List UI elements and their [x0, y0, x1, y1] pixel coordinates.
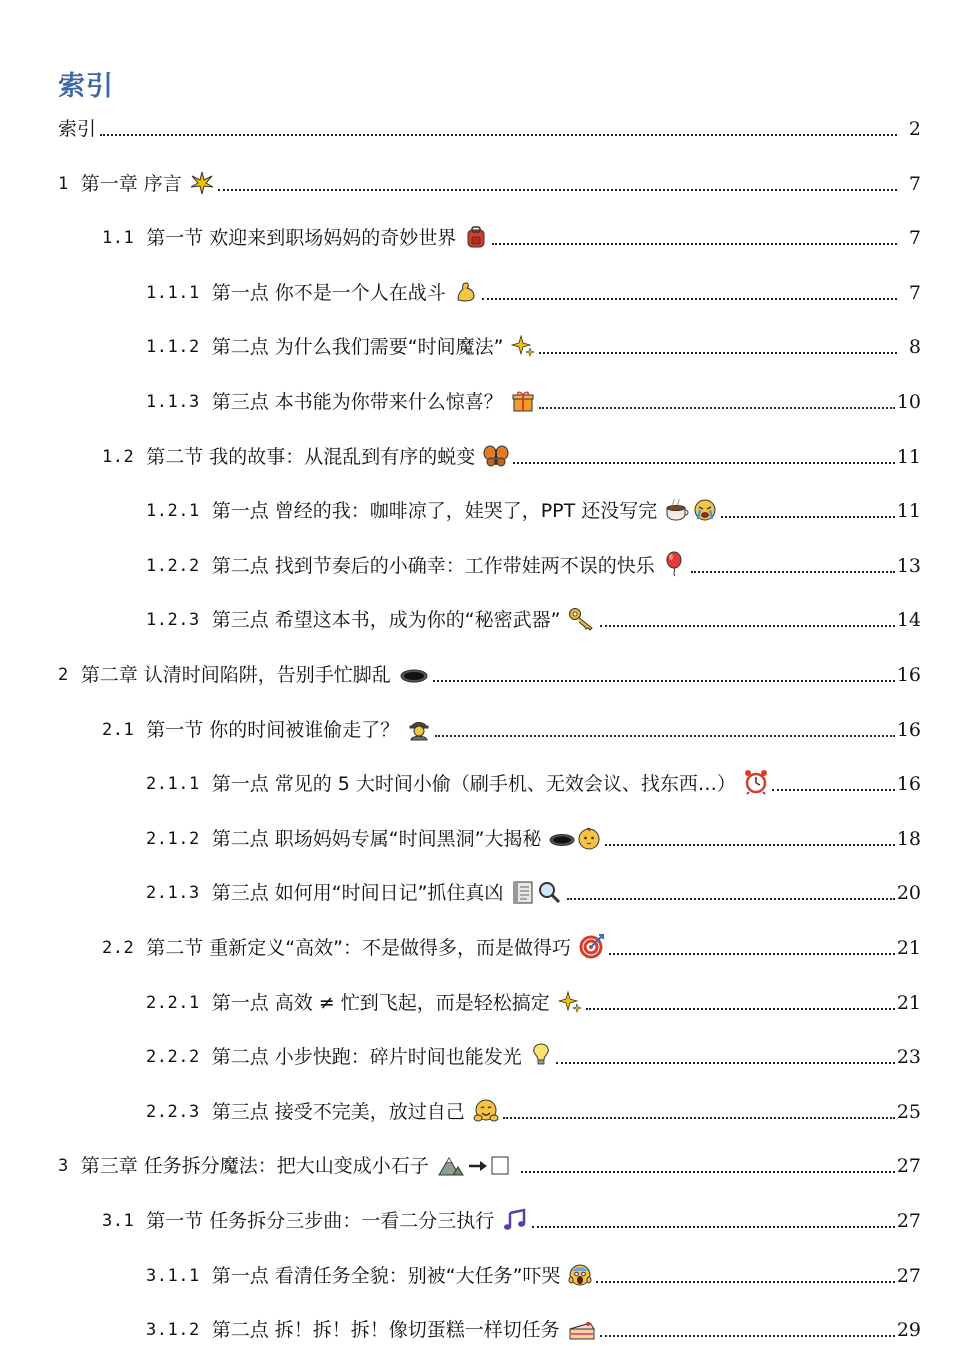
- toc-entry-title: 第一节 你的时间被谁偷走了？: [146, 718, 400, 741]
- hugging-face-icon: [473, 1099, 499, 1123]
- toc-entry-title: 第三点 如何用“时间日记”抓住真凶: [211, 882, 504, 905]
- toc-entry[interactable]: [102, 1202, 921, 1232]
- dot-leader: [567, 897, 894, 900]
- sparkles-icon: [511, 334, 535, 358]
- music-notes-icon: [502, 1208, 528, 1232]
- toc-page-number: 27: [896, 1210, 921, 1232]
- toc-entry[interactable]: [58, 656, 921, 686]
- toc-entry-number: 1.1: [102, 228, 135, 249]
- alarm-clock-icon: [744, 771, 768, 795]
- toc-entry[interactable]: [146, 383, 921, 413]
- toc-entry[interactable]: [146, 820, 921, 850]
- toc-entry[interactable]: [146, 328, 921, 358]
- dot-leader: [100, 133, 897, 136]
- dot-leader: [521, 1170, 895, 1173]
- toc-entry[interactable]: [58, 165, 921, 195]
- toc-entry-number: 2.1.3: [146, 883, 200, 904]
- sparkles-icon: [558, 990, 582, 1014]
- toc-page-number: 18: [896, 827, 921, 850]
- toc-page-number: 27: [896, 1264, 921, 1287]
- toc-page-number: 16: [896, 718, 921, 741]
- dot-leader: [482, 297, 897, 300]
- dot-leader: [539, 351, 897, 354]
- dot-leader: [433, 679, 895, 682]
- dot-leader: [218, 188, 897, 191]
- toc-entry-number: 3.1.1: [146, 1265, 200, 1286]
- toc-entry[interactable]: [102, 219, 921, 249]
- dot-leader: [492, 242, 897, 245]
- toc-entry-title: 第三章 任务拆分魔法：把大山变成小石子: [80, 1155, 429, 1178]
- toc-entry-title: 第三点 本书能为你带来什么惊喜？: [211, 391, 503, 413]
- toc-entry-number: 1.2: [102, 446, 135, 467]
- screaming-face-icon: [568, 1263, 592, 1287]
- toc-page-number: 7: [908, 227, 921, 250]
- toc-entry-title: 第三点 接受不完美，放过自己: [211, 1100, 465, 1123]
- coffee-crying-icon: [665, 498, 717, 522]
- toc-page-number: 21: [896, 991, 921, 1014]
- toc-page-number: 21: [896, 937, 921, 959]
- backpack-icon: [464, 225, 488, 249]
- target-icon: [579, 935, 605, 959]
- toc-entry-title: 第一节 欢迎来到职场妈妈的奇妙世界: [146, 227, 457, 250]
- toc-entry-title: 第二点 为什么我们需要“时间魔法”: [211, 336, 504, 359]
- dot-leader: [600, 624, 894, 627]
- toc-entry[interactable]: [58, 110, 921, 140]
- detective-icon: [407, 717, 431, 741]
- dot-leader: [609, 952, 895, 955]
- toc-entry[interactable]: [146, 547, 921, 577]
- mountain-arrow-icon: [437, 1153, 517, 1177]
- toc-entry-title: 第三点 希望这本书，成为你的“秘密武器”: [211, 609, 561, 632]
- key-icon: [568, 607, 596, 631]
- toc-entry[interactable]: [102, 711, 921, 741]
- dot-leader: [605, 843, 894, 846]
- hole-icon: [399, 662, 429, 686]
- toc-entry-number: 2.2.2: [146, 1047, 200, 1068]
- dot-leader: [539, 406, 895, 409]
- toc-entry[interactable]: [146, 874, 921, 904]
- toc-entry-title: 第一点 高效 ≠ 忙到飞起，而是轻松搞定: [211, 991, 550, 1014]
- toc-entry-title: 第二点 拆！拆！拆！像切蛋糕一样切任务: [211, 1319, 560, 1342]
- notebook-magnifier-icon: [511, 880, 563, 904]
- cake-icon: [568, 1317, 596, 1341]
- toc-entry[interactable]: [146, 765, 921, 795]
- toc-entry-title: 第二点 职场妈妈专属“时间黑洞”大揭秘: [211, 827, 542, 850]
- dot-leader: [513, 461, 895, 464]
- toc-entry-title: 第二节 我的故事：从混乱到有序的蜕变: [146, 445, 476, 468]
- toc-entry-title: 索引: [58, 118, 97, 140]
- butterfly-icon: [483, 444, 509, 468]
- dot-leader: [600, 1334, 895, 1337]
- toc-entry[interactable]: [146, 984, 921, 1014]
- toc-entry-number: 2.1.1: [146, 774, 200, 795]
- toc-entry-title: 第二节 重新定义“高效”：不是做得多，而是做得巧: [146, 937, 571, 959]
- toc-entry[interactable]: [102, 438, 921, 468]
- toc-entry-number: 2.2.3: [146, 1101, 200, 1122]
- toc-entry-number: 1.1.1: [146, 282, 200, 303]
- dot-leader: [691, 570, 895, 573]
- toc-entry[interactable]: [146, 492, 921, 522]
- dot-leader: [556, 1061, 895, 1064]
- flexed-biceps-icon: [454, 280, 478, 304]
- toc-page-number: 11: [896, 445, 921, 468]
- toc-entry[interactable]: [146, 1038, 921, 1068]
- toc-page-number: 20: [896, 882, 921, 905]
- toc-entry[interactable]: [102, 929, 921, 959]
- toc-entry-title: 第一点 常见的 5 大时间小偷（刷手机、无效会议、找东西…）: [211, 773, 736, 796]
- dot-leader: [772, 788, 895, 791]
- toc-entry-title: 第二点 小步快跑：碎片时间也能发光: [211, 1046, 522, 1069]
- toc-page-number: 2: [908, 118, 921, 140]
- dot-leader: [435, 734, 895, 737]
- toc-page-number: 14: [896, 609, 921, 632]
- toc-page-number: 23: [896, 1046, 921, 1069]
- toc-entry-title: 第一点 你不是一个人在战斗: [211, 281, 446, 304]
- index-heading: 索引: [58, 71, 114, 102]
- toc-entry[interactable]: [146, 1257, 921, 1287]
- toc-entry[interactable]: [146, 1311, 921, 1341]
- toc-page-number: 10: [896, 391, 921, 413]
- toc-entry[interactable]: [146, 601, 921, 631]
- toc-entry-title: 第二章 认清时间陷阱，告别手忙脚乱: [80, 664, 391, 686]
- toc-entry-number: 2.2: [102, 938, 135, 958]
- toc-entry-number: 2.1: [102, 719, 135, 740]
- dot-leader: [503, 1116, 895, 1119]
- toc-page-number: 8: [908, 336, 921, 359]
- toc-page-number: 7: [908, 172, 921, 195]
- toc-entry-number: 1.2.1: [146, 501, 200, 522]
- toc-entry-number: 1.2.2: [146, 555, 200, 576]
- toc-entry-number: 2: [58, 665, 69, 685]
- toc-page-number: 29: [896, 1319, 921, 1342]
- toc-entry[interactable]: [146, 1093, 921, 1123]
- light-bulb-icon: [530, 1044, 552, 1068]
- balloon-icon: [663, 553, 687, 577]
- toc-entry-number: 2.2.1: [146, 992, 200, 1013]
- dot-leader: [532, 1225, 895, 1228]
- toc-page-number: 25: [896, 1100, 921, 1123]
- toc-entry-title: 第一节 任务拆分三步曲：一看二分三执行: [146, 1210, 495, 1232]
- toc-entry-title: 第一点 曾经的我：咖啡凉了，娃哭了，PPT 还没写完: [211, 500, 658, 523]
- toc-page-number: 16: [896, 664, 921, 686]
- toc-entry-number: 1.2.3: [146, 610, 200, 631]
- sparkle-burst-icon: [190, 171, 214, 195]
- dot-leader: [721, 515, 895, 518]
- toc-entry-number: 3: [58, 1156, 69, 1177]
- toc-entry-number: 2.1.2: [146, 828, 200, 849]
- toc-entry-number: 1: [58, 173, 69, 194]
- toc-entry-number: 1.1.3: [146, 392, 200, 412]
- toc-entry-number: 3.1: [102, 1211, 135, 1231]
- toc-entry-number: 1.1.2: [146, 337, 200, 358]
- dot-leader: [586, 1007, 895, 1010]
- toc-entry[interactable]: [58, 1147, 921, 1177]
- toc-page-number: 7: [908, 281, 921, 304]
- dot-leader: [596, 1280, 894, 1283]
- gift-icon: [511, 389, 535, 413]
- toc-entry-title: 第一点 看清任务全貌：别被“大任务”吓哭: [211, 1264, 561, 1287]
- toc-entry[interactable]: [146, 274, 921, 304]
- toc-page-number: 13: [896, 554, 921, 577]
- hole-baby-icon: [549, 826, 601, 850]
- toc-page-number: 16: [896, 773, 921, 796]
- toc-entry-title: 第一章 序言: [80, 172, 182, 195]
- toc-page-number: 27: [896, 1155, 921, 1178]
- toc-page-number: 11: [896, 500, 921, 523]
- toc-entry-title: 第二点 找到节奏后的小确幸：工作带娃两不误的快乐: [211, 554, 655, 577]
- toc-entry-number: 3.1.2: [146, 1320, 200, 1341]
